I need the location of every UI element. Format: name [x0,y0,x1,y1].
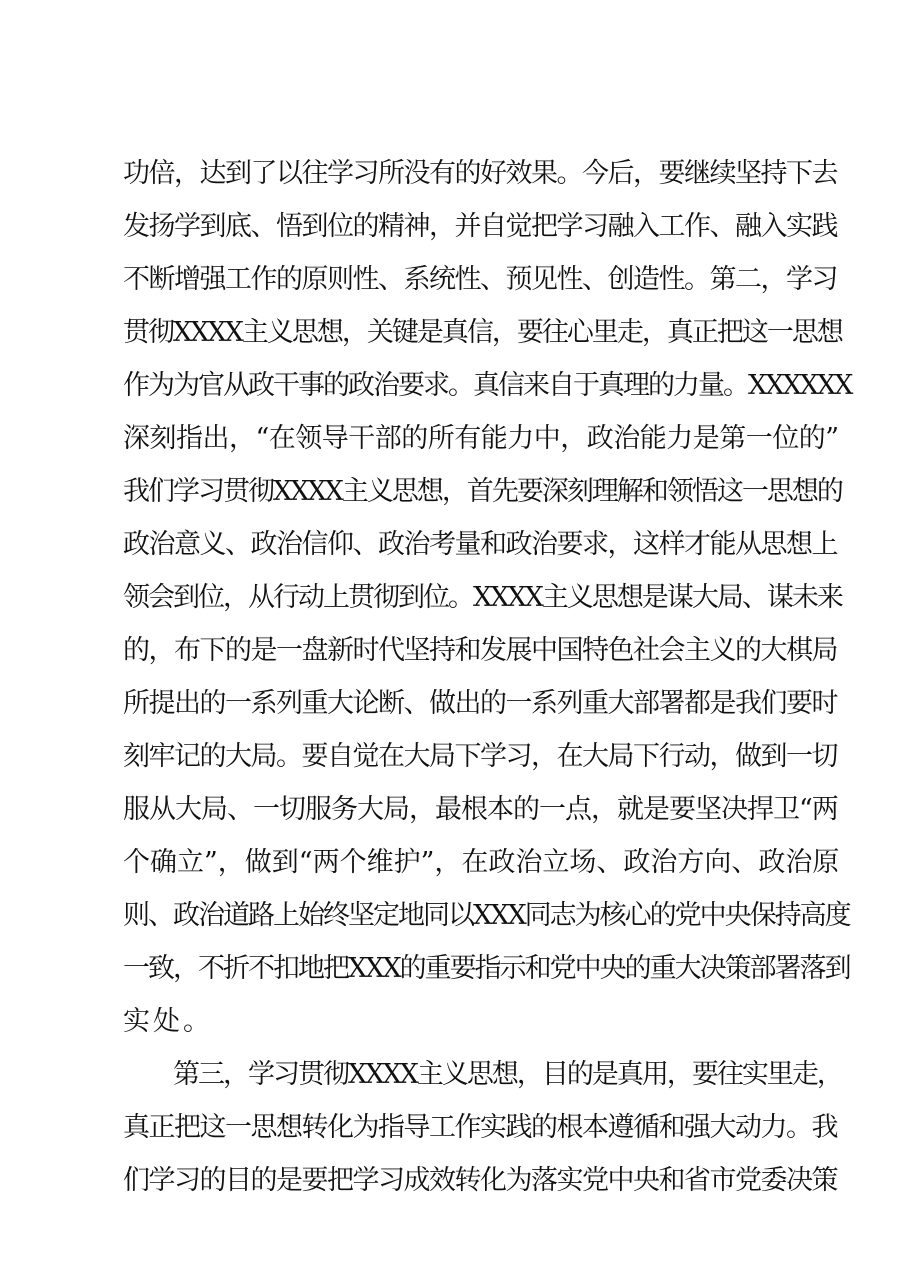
text-line: 不断增强工作的原则性、系统性、预见性、创造性。第二，学习 [123,264,837,295]
text-line: 实处。 [123,1006,213,1037]
text-line: 真正把这一思想转化为指导工作实践的根本遵循和强大动力。我 [123,1112,837,1143]
text-line: 贯彻XXXX主义思想，关键是真信，要往心里走，真正把这一思想 [123,317,842,348]
text-line: 个确立”，做到“两个维护”，在政治立场、政治方向、政治原 [123,847,840,878]
text-line: 发扬学到底、悟到位的精神，并自觉把学习融入工作、融入实践 [123,211,837,242]
text-line: 刻牢记的大局。要自觉在大局下学习，在大局下行动，做到一切 [123,741,837,772]
text-line: 服从大局、一切服务大局，最根本的一点，就是要坚决捍卫“两 [123,794,838,825]
text-line: 功倍，达到了以往学习所没有的好效果。今后，要继续坚持下去 [123,158,837,189]
text-line: 政治意义、政治信仰、政治考量和政治要求，这样才能从思想上 [123,529,837,560]
text-line: 第三，学习贯彻XXXX主义思想，目的是真用，要往实里走， [123,1059,842,1090]
text-line: 的，布下的是一盘新时代坚持和发展中国特色社会主义的大棋局 [123,635,837,666]
text-line: 所提出的一系列重大论断、做出的一系列重大部署都是我们要时 [123,688,837,719]
text-line: 深刻指出，“在领导干部的所有能力中，政治能力是第一位的” [123,423,839,454]
text-line: 我们学习贯彻XXXX主义思想，首先要深刻理解和领悟这一思想的 [123,476,842,507]
text-line: 一致，不折不扣地把XXX的重要指示和党中央的重大决策部署落到 [123,953,850,984]
text-line: 领会到位，从行动上贯彻到位。XXXX主义思想是谋大局、谋未来 [123,582,842,613]
text-line: 作为为官从政干事的政治要求。真信来自于真理的力量。XXXXXX [123,370,852,401]
text-line: 则、政治道路上始终坚定地同以XXX同志为核心的党中央保持高度 [123,900,850,931]
text-line: 们学习的目的是要把学习成效转化为落实党中央和省市党委决策 [123,1165,837,1196]
